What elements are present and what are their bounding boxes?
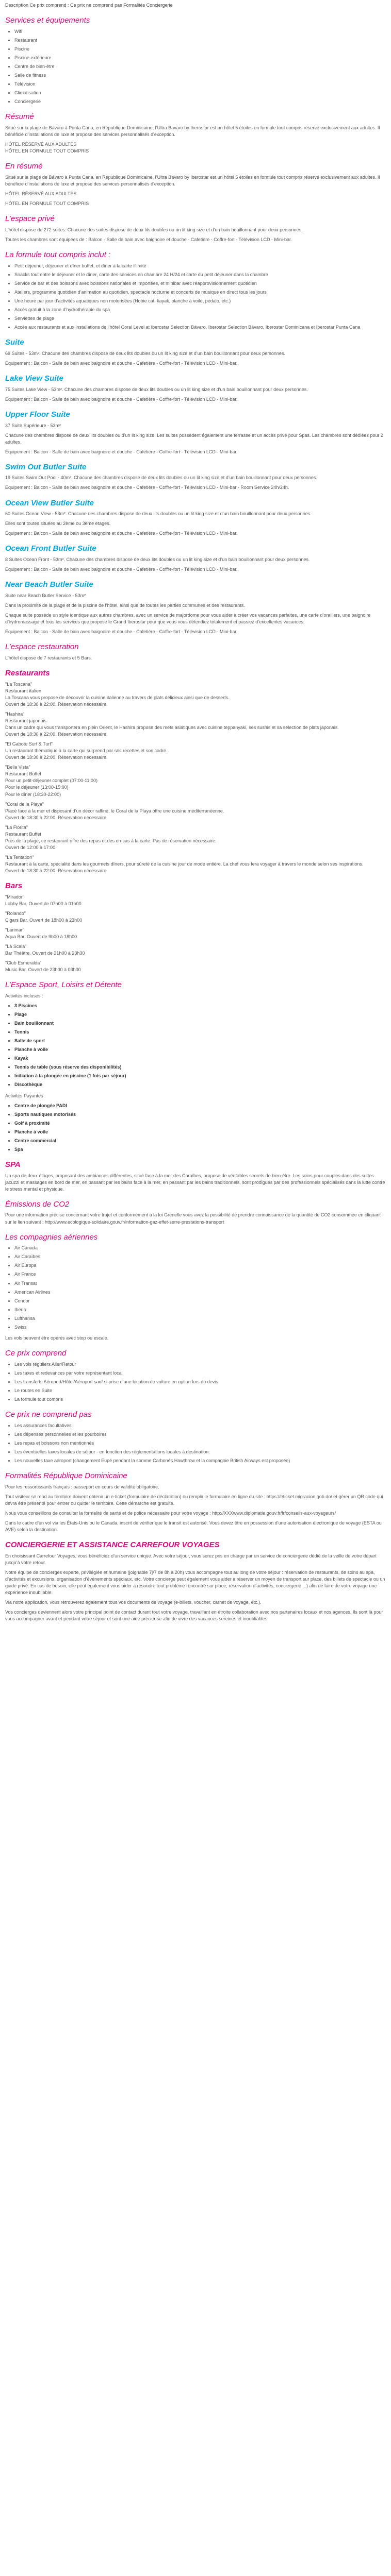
list-item: • Les taxes et redevances par votre représentant local xyxy=(14,1370,386,1377)
espace-text: L'hôtel dispose de 272 suites. Chacune des suites dispose de deux lits doubles ou un lit king size et d’un bain bouillonnant pour deux personnes. xyxy=(5,227,303,232)
list-item: • Centre de bien-être xyxy=(14,63,386,70)
list-item: • Salle de fitness xyxy=(14,72,386,79)
list-item: • Conciergerie xyxy=(14,98,386,105)
list-item: • Condor xyxy=(14,1298,386,1304)
list-item: • Piscine extérieure xyxy=(14,55,386,61)
conciergerie-text: Via notre application, vous retrouverez également tous vos documents de voyage (e-billets, voucher, carnet de voyage, etc.). xyxy=(5,1599,262,1605)
list-item: • Serviettes de plage xyxy=(14,315,386,322)
upperfloor-text: 37 Suite Supérieure - 53m² xyxy=(5,422,61,428)
suite-text: Équipement : Balcon - Salle de bain avec baignoire et douche - Cafetière - Coffre-fort - Télévision LCD - Mini-bar. xyxy=(5,360,238,366)
en-resume-text: Situé sur la plage de Bávaro à Punta Cana, en République Dominicaine, l’Ultra Bavaro by Iberostar est un hôtel 5 étoiles en formule tout compris réservé exclusivement aux adultes. Il bénéficie d’installations de luxe et propose des services personnalisés d'exception. xyxy=(5,174,380,187)
restaurant-type: Restaurant Buffet xyxy=(5,831,41,837)
formule-title: La formule tout compris inclut : xyxy=(5,250,111,259)
compagnies-note: Les vols peuvent être opérés avec stop ou escale. xyxy=(5,1335,109,1341)
emissions-title: Émissions de CO2 xyxy=(5,1199,70,1209)
list-item: • 3 Piscines xyxy=(14,1003,386,1009)
list-item: • Kayak xyxy=(14,1055,386,1062)
espace-text: Toutes les chambres sont équipées de : Balcon - Salle de bain avec baignoire et douche - Cafetière - Coffre-fort - Télévision LCD - Mini-bar. xyxy=(5,236,292,242)
formalites-text: Dans le cadre d’un vol via les États-Unis ou le Canada, inscrit de vérifier que le transit est autorisé. Vous devez être en possession d’une autorisation électronique de voyage (ESTA ou AVE) selon la destination. xyxy=(5,1520,382,1532)
list-item: • Snacks tout entre le déjeuner et le dîner, carte des services en chambre 24 H/24 et carte du petit déjeuner dans la chambre xyxy=(14,272,386,278)
list-item: • Initiation à la plongée en piscine (1 fois par séjour) xyxy=(14,1073,386,1079)
restaurant-type: Restaurant Buffet xyxy=(5,771,41,777)
restaurant-type: Restaurant italien xyxy=(5,688,42,693)
resume-line: HÔTEL EN FORMULE TOUT COMPRIS xyxy=(5,148,89,154)
bar-block xyxy=(5,910,386,924)
list-item: • Planche à voile xyxy=(14,1046,386,1053)
en-resume-title: En résumé xyxy=(5,162,43,171)
restaurant-block xyxy=(5,741,386,761)
restaurant-block xyxy=(5,854,386,874)
sport-title: L’Espace Sport, Loisirs et Détente xyxy=(5,980,122,990)
formalites-text: Nous vous conseillons de consulter la formalité de santé et de police nécessaire pour votre voyage : http://XXXwww.diplomatie.gouv.fr/fr/conseils-aux-voyageurs/ xyxy=(5,1510,336,1516)
conciergerie-text: Vos concierges deviennent alors votre principal point de contact durant tout votre voyage, travaillant en étroite collaboration avec nos partenaires locaux et nos agences. Ils sont là pour vous accompagner avant et pendant votre séjour et sont une aide précieuse afin de vivre des vacances sereines et inoubliables. xyxy=(5,1609,383,1621)
restaurant-block xyxy=(5,711,386,738)
list-item: • Air France xyxy=(14,1271,386,1278)
restaurant-name: "Coral de la Playa" xyxy=(5,801,44,807)
resume-title: Résumé xyxy=(5,112,34,122)
restaurant-hours: Ouvert de 18:30 à 22:00. Réservation nécessaire. xyxy=(5,868,108,873)
list-item: • Centre de plongée PADI xyxy=(14,1103,386,1109)
restaurant-hours: Ouvert de 18:30 à 22:00. Réservation nécessaire. xyxy=(5,755,108,760)
list-item: • Les assurances facultatives xyxy=(14,1422,386,1429)
formule-list xyxy=(14,263,386,331)
oceanfront-text: Équipement : Balcon - Salle de bain avec baignoire et douche - Cafetière - Coffre-fort - Télévision LCD - Mini-bar. xyxy=(5,567,238,572)
restaurants-title: Restaurants xyxy=(5,669,50,678)
bar-hours: Lobby Bar. Ouvert de 07h00 à 01h00 xyxy=(5,901,82,906)
list-item: • Ateliers, programme quotidien d’animation au quotidien, spectacle nocturne et concerts de musique en direct tous les jours xyxy=(14,289,386,296)
description-line: Description Ce prix comprend : Ce prix ne comprend pas Formalités Conciergerie xyxy=(5,3,173,8)
list-item: • Petit déjeuner, déjeuner et dîner buffet, et dîner à la carte illimité xyxy=(14,263,386,269)
upperfloor-title: Upper Floor Suite xyxy=(5,410,70,419)
swimout-text: 19 Suites Swim Out Pool - 40m². Chacune des chambres dispose de deux lits doubles ou un lit king size et d’un bain bouillonnant pour deux personnes. xyxy=(5,475,317,481)
list-item: • Air Canada xyxy=(14,1245,386,1251)
list-item: • Air Europa xyxy=(14,1262,386,1269)
list-item: • Les éventuelles taxes locales de séjour - en fonction des réglementations locales à destination. xyxy=(14,1449,386,1455)
espace-title: L’espace privé xyxy=(5,214,55,224)
restaurant-hours: Pour un petit-déjeuner complet (07:00-11:00) xyxy=(5,778,97,784)
swimout-title: Swim Out Butler Suite xyxy=(5,462,87,471)
restaurant-desc: La Toscana vous propose de découvrir la cuisine italienne au travers de plats délicieux ainsi que de desserts. xyxy=(5,694,230,700)
list-item: • Les transferts Aéroport/Hôtel/Aéroport sauf si prise d’une location de voiture en option lors du devis xyxy=(14,1379,386,1385)
list-item: • Les vols réguliers Aller/Retour xyxy=(14,1361,386,1368)
spa-title: SPA xyxy=(5,1160,21,1169)
restaurant-desc: Restaurant à la carte, spécialité dans les gourmets dîners, pour sûreté de la cuisine jour de mode entière. La chef vous fera voyager à travers le monde selon ses inspirations. xyxy=(5,861,364,867)
restaurant-name: "La Florita" xyxy=(5,824,28,830)
formalites-text: Tout visiteur se rend au territoire doivent obtenir un e-ticket (formulaire de déclaration) ou remplir le formulaire en ligne du site : https://eticket.migracion.gob.do/ et gérer un QR code qui devra être présenté pour entrer ou quitter le territoire. Cette démarche est gratuite. xyxy=(5,1494,383,1506)
restaurant-desc: Près de la plage, ce restaurant offre des repas et des en-cas à la carte. Pas de réservation nécessaire. xyxy=(5,838,217,843)
list-item: • Le routes en Suite xyxy=(14,1387,386,1394)
list-item: • Wifi xyxy=(14,28,386,35)
nearbeach-title: Near Beach Butler Suite xyxy=(5,580,93,589)
restaurant-hours: Ouvert de 18:30 à 22:00. Réservation nécessaire. xyxy=(5,701,108,707)
list-item: • Une heure par jour d’activités aquatiques non motorisées (Hobie cat, kayak, planche à voile, pédalo, etc.) xyxy=(14,298,386,304)
compagnies-list xyxy=(14,1245,386,1330)
restaurant-name: "Bella Vista" xyxy=(5,765,30,770)
services-list xyxy=(14,28,386,105)
list-item: • Accès aux restaurants et aux installations de l’hôtel Coral Level at Iberostar Selection Bávaro, Iberostar Selection Bávaro, Iberostar Dominicana et Iberostar Punta Cana xyxy=(14,324,386,331)
conciergerie-title: CONCIERGERIE ET ASSISTANCE CARREFOUR VOYAGES xyxy=(5,1540,220,1549)
list-item: • Climatisation xyxy=(14,90,386,96)
list-item: • Sports nautiques motorisés xyxy=(14,1111,386,1118)
nearbeach-text: Chaque suite possède un style identique aux autres chambres, avec un service de majordome pour vous aider à créer vos vacances parfaites, une carte d’oreillers, une baignoire d’hydromassage et tous les services que propose le Grand Iberostar pour que vous vous détendiez totalement et passiez d’excellentes vacances. xyxy=(5,613,371,625)
restaurant-desc: Placé face à la mer et disposant d’un décor raffiné, le Coral de la Playa offre une cuisine méditerranéenne. xyxy=(5,808,224,814)
list-item: • Discothèque xyxy=(14,1081,386,1088)
bar-block xyxy=(5,960,386,973)
prix-comprend-list xyxy=(14,1361,386,1403)
restaurant-name: "La Tentation" xyxy=(5,854,34,860)
restaurant-type: Restaurant japonais xyxy=(5,718,47,724)
restaurant-hours: Ouvert de 18:30 à 22:00. Réservation nécessaire. xyxy=(5,815,108,820)
list-item: • Tennis de table (sous réserve des disponibilités) xyxy=(14,1064,386,1071)
sport-intro: Activités incluses : xyxy=(5,993,43,998)
nearbeach-text: Dans la proximité de la plage et de la piscine de l’hôtel, ainsi que de toutes les parties communes et des restaurants. xyxy=(5,603,245,608)
formalites-title: Formalités République Dominicaine xyxy=(5,1471,127,1480)
lakeview-text: Équipement : Balcon - Salle de bain avec baignoire et douche - Cafetière - Coffre-fort - Télévision LCD - Mini-bar. xyxy=(5,396,238,402)
restaurant-desc: Dans un cadre qui vous transportera en plein Orient, le Hashira propose des mets asiatiques avec cuisine teppanyaki, ses sushis et sa sélection de plats japonais. xyxy=(5,725,339,731)
list-item: • Golf à proximité xyxy=(14,1120,386,1127)
upperfloor-text: Équipement : Balcon - Salle de bain avec baignoire et douche - Cafetière - Coffre-fort - Télévision LCD - Mini-bar. xyxy=(5,449,238,454)
prix-ne-comprend-list xyxy=(14,1422,386,1464)
sport-paid-list xyxy=(14,1103,386,1153)
suite-title: Suite xyxy=(5,338,24,347)
restaurant-hours: Ouvert de 12:00 à 17:00. xyxy=(5,844,57,850)
bar-name: "La Scala" xyxy=(5,944,27,950)
bar-name: "Club Esmeralda" xyxy=(5,960,42,966)
list-item: • Lufthansa xyxy=(14,1315,386,1322)
services-title: Services et équipements xyxy=(5,16,90,25)
oceanfront-title: Ocean Front Butler Suite xyxy=(5,544,96,553)
restaurant-block xyxy=(5,824,386,851)
bar-name: "Rolando" xyxy=(5,910,26,916)
list-item: • Restaurant xyxy=(14,37,386,44)
list-item: • Bain bouillonnant xyxy=(14,1020,386,1027)
sport-intro-paid: Activités Payantes : xyxy=(5,1093,46,1098)
bar-block xyxy=(5,943,386,957)
list-item: • Centre commercial xyxy=(14,1138,386,1144)
oceanfront-text: 8 Suites Ocean Front - 53m². Chacune des chambres dispose de deux lits doubles ou un lit king size et d’un bain bouillonnant pour deux personnes. xyxy=(5,557,310,563)
restaurant-name: "Hashira" xyxy=(5,711,25,717)
restaurant-block xyxy=(5,801,386,821)
bar-hours: Bar Théâtre. Ouvert de 21h00 à 23h30 xyxy=(5,951,85,956)
bar-hours: Cigars Bar. Ouvert de 18h00 à 23h00 xyxy=(5,917,83,923)
restaurant-block xyxy=(5,681,386,708)
list-item: • Piscine xyxy=(14,46,386,53)
list-item: • Air Caraïbes xyxy=(14,1253,386,1260)
restauration-text: L'hôtel dispose de 7 restaurants et 5 Bars. xyxy=(5,655,92,660)
list-item: • Service de bar et des boissons avec boissons nationales et importées, et minibar avec réapprovisionnement quotidien xyxy=(14,280,386,287)
list-item: • Iberia xyxy=(14,1307,386,1313)
list-item: • Les nouvelles taxe aéroport (changement Eupé pendant la somme Carbonés Hawthrow et la compagnie British Airways est proposée) xyxy=(14,1458,386,1464)
list-item: • Plage xyxy=(14,1011,386,1018)
list-item: • Télévision xyxy=(14,81,386,88)
oceanbutler-text: Elles sont toutes situées au 2ème ou 3ème étages. xyxy=(5,521,111,527)
list-item: • Swiss xyxy=(14,1324,386,1331)
restauration-title: L’espace restauration xyxy=(5,642,79,652)
restaurant-hours: Pour le dîner (18:30-22:00) xyxy=(5,791,61,797)
lakeview-title: Lake View Suite xyxy=(5,374,63,383)
prix-ne-comprend-title: Ce prix ne comprend pas xyxy=(5,1410,92,1419)
list-item: • Planche à voile xyxy=(14,1129,386,1136)
nearbeach-text: Suite near Beach Butler Service - 53m² xyxy=(5,593,86,599)
compagnies-title: Les compagnies aériennes xyxy=(5,1232,98,1242)
bar-hours: Aqua Bar. Ouvert de 9h00 à 18h00 xyxy=(5,934,77,939)
formalites-text: Pour les ressortissants français : passeport en cours de validité obligatoire. xyxy=(5,1484,159,1489)
en-resume-line: HÔTEL EN FORMULE TOUT COMPRIS xyxy=(5,201,89,207)
en-resume-line: HÔTEL RÉSERVÉ AUX ADULTES xyxy=(5,191,77,196)
restaurant-hours: Pour le déjeuner (13:00-15:00) xyxy=(5,785,69,790)
emissions-text: Pour une information précise concernant votre trajet et conformément à la loi Grenelle vous avez la possibilité de prendre connaissance de la quantité de CO2 consommée en cliquant sur le lien suivant : http://www.ecologique-solidaire.gouv.fr/information-gaz-effet-serre-prestations-transport xyxy=(5,1212,381,1225)
oceanbutler-text: Équipement : Balcon - Salle de bain avec baignoire et douche - Cafetière - Coffre-fort - Télévision LCD - Mini-bar. xyxy=(5,531,238,536)
restaurant-hours: Ouvert de 18:30 à 22:00. Réservation nécessaire. xyxy=(5,732,108,737)
oceanbutler-text: 60 Suites Ocean View - 53m². Chacune des chambres dispose de deux lits doubles ou un lit king size et d’un bain bouillonnant pour deux personnes. xyxy=(5,511,312,517)
list-item: • Accès gratuit à la zone d’hydrothérapie du spa xyxy=(14,307,386,313)
resume-text: Situé sur la plage de Bávaro à Punta Cana, en République Dominicaine, l’Ultra Bavaro by Iberostar est un hôtel 5 étoiles en formule tout compris réservé exclusivement aux adultes. Il bénéficie d’installations de luxe et propose des services personnalisés d'exception. xyxy=(5,125,380,138)
conciergerie-text: Notre équipe de concierges experte, privilégiée et humaine (joignable 7j/7 de 8h à 20h) vous accompagne tout au long de votre séjour : réservation de restaurants, de soins au spa, d’activités et excursions, organisation d’événements spéciaux, etc. Votre concierge peut également vous aider à réserver un moyen de transport sur place, des billets de spectacle ou un guide privé. En cas de besoin, elle peut également vous aider à résoudre tout problème rencontré sur place, réservation d’activités, conciergerie ...) afin de faire de votre voyage une expérience inoubliable. xyxy=(5,1569,385,1595)
list-item: • Salle de sport xyxy=(14,1038,386,1044)
spa-text: Un spa de deux étages, proposant des ambiances différentes, situé face à la mer des Caraïbes, propose de véritables secrets de bien-être. Les soins pour couples dans des suites jacuzzi et massages en bord de mer, en passant par les bains face à la mer, en passant par les bains traditionnels, sont prodigués par des professionnels spécialisés dans la lutte contre le stress mental et physique. xyxy=(5,1173,385,1192)
swimout-text: Équipement : Balcon - Salle de bain avec baignoire et douche - Cafetière - Coffre-fort - Télévision LCD - Mini-bar - Room Service 24h/24h. xyxy=(5,485,289,490)
restaurant-desc: Un restaurant thématique à la carte qui surprend par ses recettes et son cadre. xyxy=(5,748,168,754)
suite-text: 69 Suites - 53m². Chacune des chambres dispose de deux lits doubles ou un lit king size et d’un bain bouillonnant pour deux personnes. xyxy=(5,350,285,356)
restaurant-name: "El Gabote Surf & Turf" xyxy=(5,741,53,747)
bar-name: "Mirador" xyxy=(5,894,24,900)
bar-name: "Larimar" xyxy=(5,927,24,933)
upperfloor-text: Chacune des chambres dispose de deux lits doubles ou d’un lit king size. Les suites possèdent également une terrasse et un accès privé pour Spas. Les chambres sont dédiées pour 2 adultes. xyxy=(5,432,383,445)
list-item: • Air Transat xyxy=(14,1280,386,1287)
prix-comprend-title: Ce prix comprend xyxy=(5,1348,67,1358)
bar-block xyxy=(5,894,386,907)
lakeview-text: 75 Suites Lake View - 53m². Chacune des chambres dispose de deux lits doubles ou un lit king size et d’un bain bouillonnant pour deux personnes. xyxy=(5,386,308,392)
resume-line: HÔTEL RÉSERVÉ AUX ADULTES xyxy=(5,142,77,147)
conciergerie-text: En choisissant Carrefour Voyages, vous bénéficiez d’un service unique. Avec votre séjour, vous serez pris en charge par un service de conciergerie dédié de la veille de votre départ jusqu’à votre retour. xyxy=(5,1553,377,1565)
restaurant-name: "La Toscana" xyxy=(5,681,32,687)
list-item: • La formule tout compris xyxy=(14,1396,386,1403)
list-item: • Spa xyxy=(14,1146,386,1153)
bars-title: Bars xyxy=(5,882,23,891)
bar-block xyxy=(5,927,386,940)
list-item: • Tennis xyxy=(14,1029,386,1036)
nearbeach-text: Équipement : Balcon - Salle de bain avec baignoire et douche - Cafetière - Coffre-fort - Télévision LCD - Mini-bar. xyxy=(5,629,238,635)
restaurant-block xyxy=(5,764,386,798)
bar-hours: Music Bar. Ouvert de 23h00 à 03h00 xyxy=(5,967,81,973)
list-item: • American Airlines xyxy=(14,1289,386,1296)
sport-list xyxy=(14,1003,386,1088)
oceanbutler-title: Ocean View Butler Suite xyxy=(5,498,94,507)
list-item: • Les dépenses personnelles et les pourboires xyxy=(14,1431,386,1438)
list-item: • Les repas et boissons non mentionnés xyxy=(14,1440,386,1447)
